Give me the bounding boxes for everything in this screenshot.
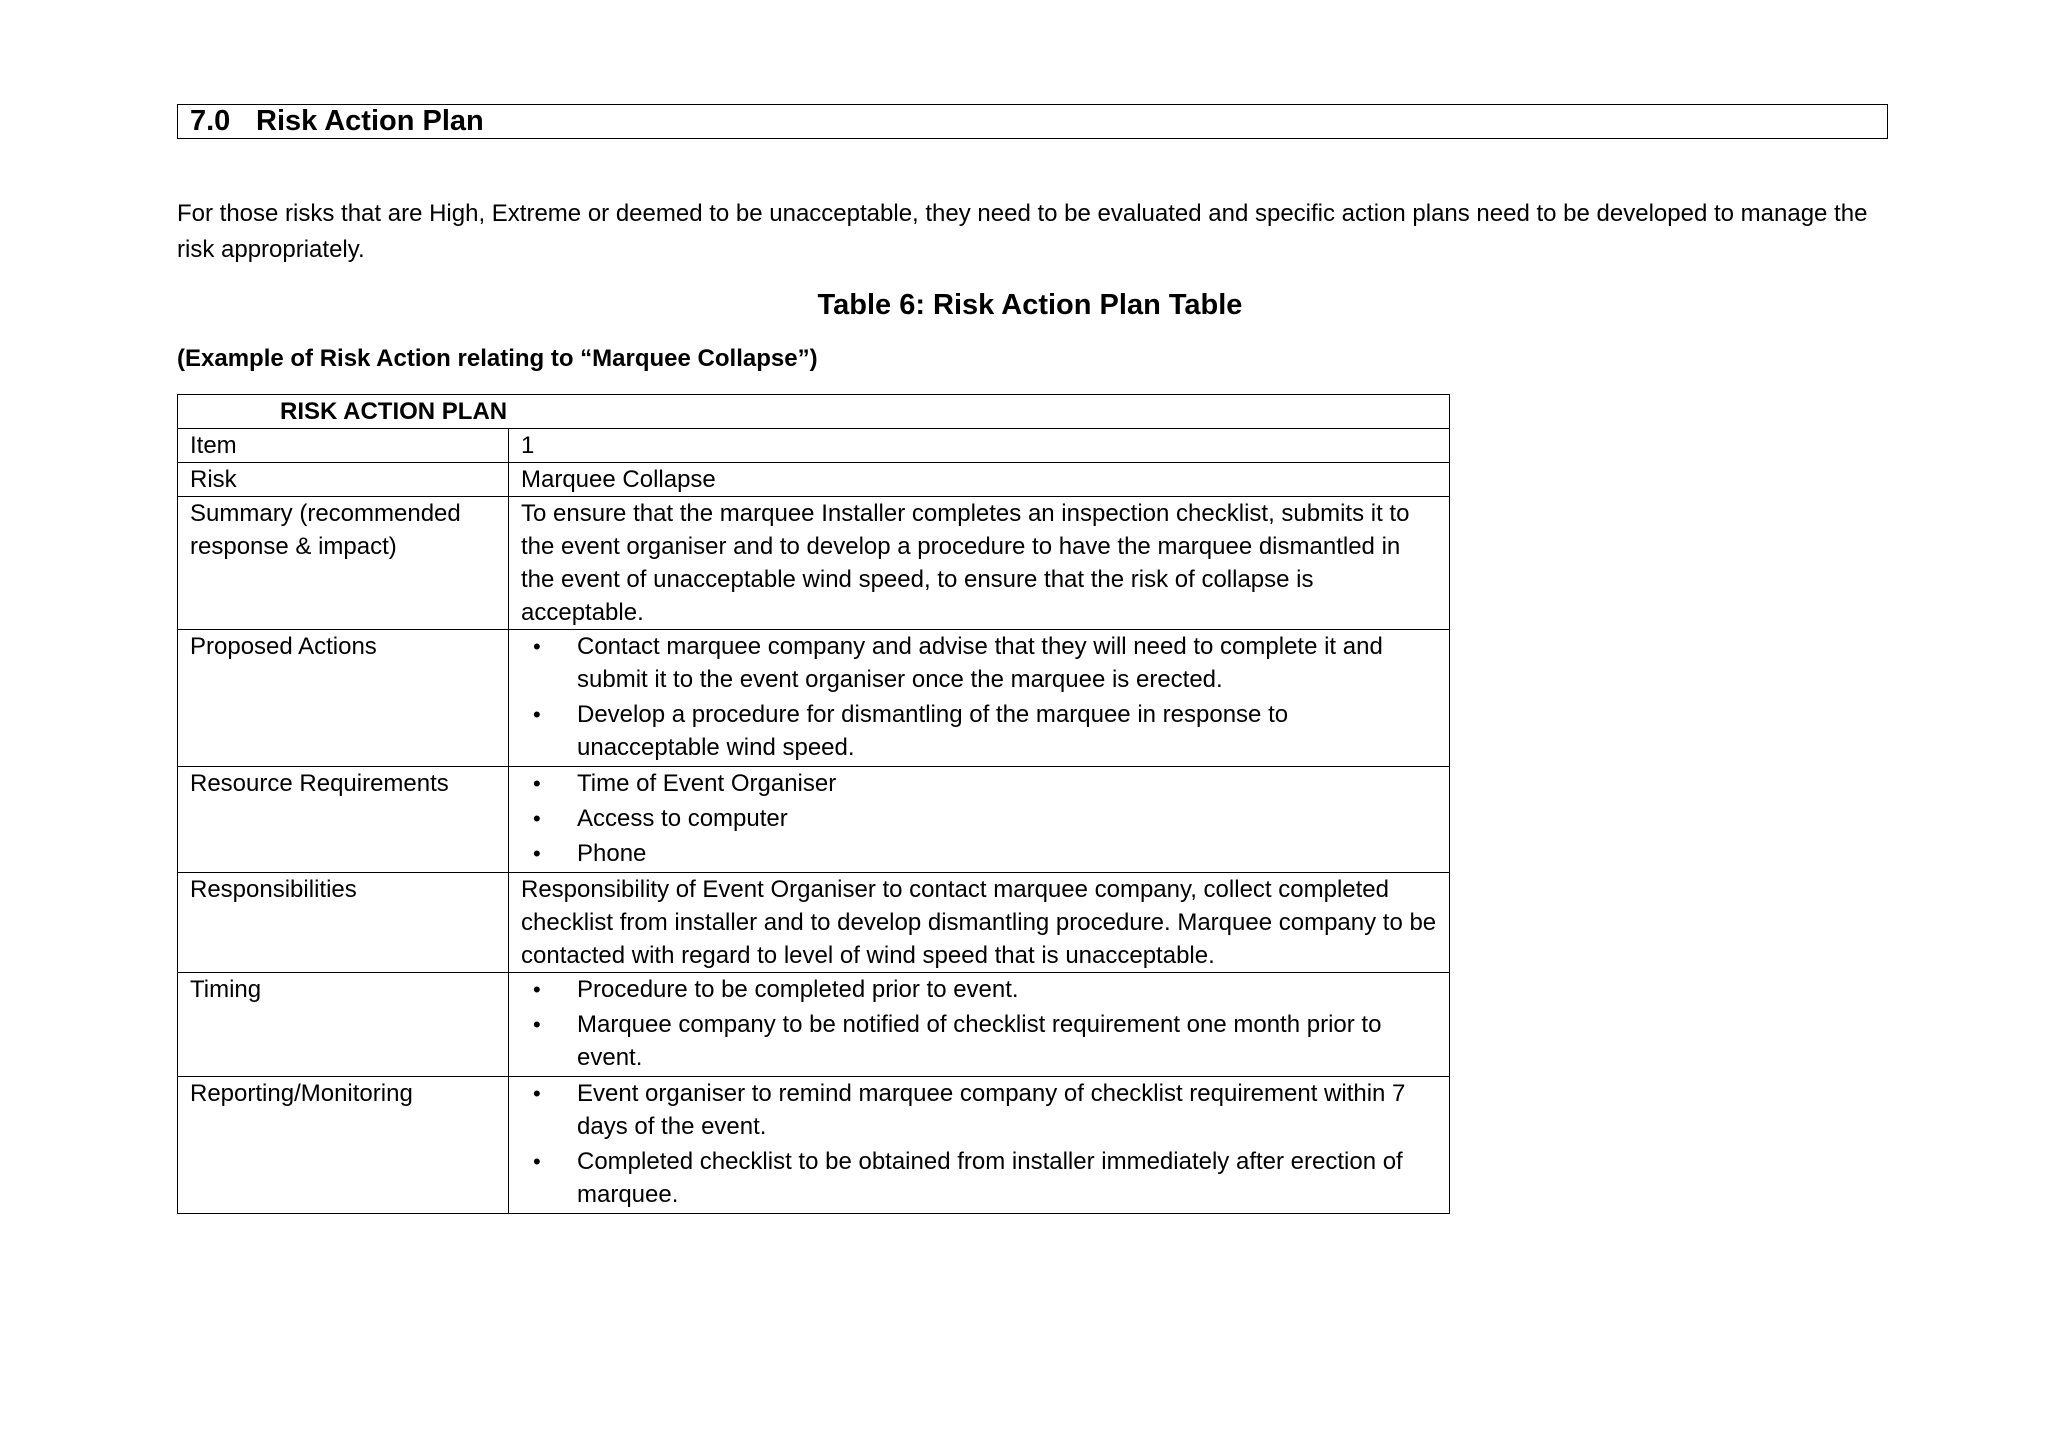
list-item	[521, 837, 1437, 870]
row-value-summary: To ensure that the marquee Installer completes an inspection checklist, submits it to the event organiser and to develop a procedure to have the marquee dismantled in the event of unacceptable wind speed, to ensure that the risk of collapse is acceptable.	[509, 497, 1450, 630]
list-item-text: Access to computer	[577, 805, 788, 832]
bullet-icon: •	[533, 1081, 541, 1106]
table-caption: Table 6: Risk Action Plan Table	[817, 289, 1243, 321]
list-item	[521, 802, 1437, 835]
bullet-icon: •	[533, 1149, 541, 1174]
list-item	[521, 698, 1437, 764]
row-label-resource-requirements: Resource Requirements	[178, 767, 509, 873]
table-row	[178, 767, 1450, 873]
row-label-item: Item	[178, 429, 509, 463]
bullet-icon: •	[533, 1012, 541, 1037]
row-value-proposed-actions	[509, 630, 1450, 767]
list-item-text: Phone	[577, 840, 647, 867]
row-label-proposed-actions: Proposed Actions	[178, 630, 509, 767]
resource-requirements-list	[521, 767, 1437, 870]
list-item	[521, 1008, 1437, 1074]
list-item	[521, 767, 1437, 800]
row-label-reporting: Reporting/Monitoring	[178, 1077, 509, 1214]
row-value-timing	[509, 973, 1450, 1077]
table-row	[178, 429, 1450, 463]
list-item-text: Marquee company to be notified of checklist requirement one month prior to event.	[577, 1011, 1382, 1071]
section-title: Risk Action Plan	[256, 105, 484, 137]
table-row	[178, 463, 1450, 497]
bullet-icon: •	[533, 634, 541, 659]
timing-list	[521, 973, 1437, 1074]
row-value-reporting	[509, 1077, 1450, 1214]
table-row	[178, 973, 1450, 1077]
list-item	[521, 630, 1437, 696]
list-item-text: Event organiser to remind marquee company of checklist requirement within 7 days of the event.	[577, 1080, 1406, 1140]
bullet-icon: •	[533, 702, 541, 727]
section-number: 7.0	[190, 105, 231, 137]
row-label-responsibilities: Responsibilities	[178, 873, 509, 973]
bullet-icon: •	[533, 841, 541, 866]
example-note: (Example of Risk Action relating to “Marquee Collapse”)	[177, 345, 818, 372]
list-item-text: Contact marquee company and advise that they will need to complete it and submit it to the event organiser once the marquee is erected.	[577, 633, 1383, 693]
table-row	[178, 630, 1450, 767]
row-label-summary: Summary (recommended response & impact)	[178, 497, 509, 630]
row-value-responsibilities: Responsibility of Event Organiser to contact marquee company, collect completed checklist from installer and to develop dismantling procedure. Marquee company to be contacted with regard to level of wind speed that is unacceptable.	[509, 873, 1450, 973]
list-item	[521, 1145, 1437, 1211]
row-value-resource-requirements	[509, 767, 1450, 873]
list-item-text: Procedure to be completed prior to event.	[577, 976, 1019, 1003]
row-value-risk: Marquee Collapse	[509, 463, 1450, 497]
bullet-icon: •	[533, 977, 541, 1002]
proposed-actions-list	[521, 630, 1437, 764]
row-value-item: 1	[509, 429, 1450, 463]
table-row	[178, 497, 1450, 630]
intro-paragraph: For those risks that are High, Extreme or deemed to be unacceptable, they need to be evaluated and specific action plans need to be developed to manage the risk appropriately.	[177, 200, 1868, 263]
bullet-icon: •	[533, 771, 541, 796]
reporting-list	[521, 1077, 1437, 1211]
row-label-risk: Risk	[178, 463, 509, 497]
list-item	[521, 1077, 1437, 1143]
table-row	[178, 873, 1450, 973]
table-header-row	[178, 395, 1450, 429]
risk-action-plan-table	[177, 394, 1450, 1214]
bullet-icon: •	[533, 806, 541, 831]
section-heading	[177, 104, 1888, 139]
list-item-text: Develop a procedure for dismantling of the marquee in response to unacceptable wind speed.	[577, 701, 1289, 761]
list-item-text: Completed checklist to be obtained from installer immediately after erection of marquee.	[577, 1148, 1403, 1208]
list-item-text: Time of Event Organiser	[577, 770, 837, 797]
plan-title: RISK ACTION PLAN	[178, 395, 1450, 429]
row-label-timing: Timing	[178, 973, 509, 1077]
table-row	[178, 1077, 1450, 1214]
list-item	[521, 973, 1437, 1006]
